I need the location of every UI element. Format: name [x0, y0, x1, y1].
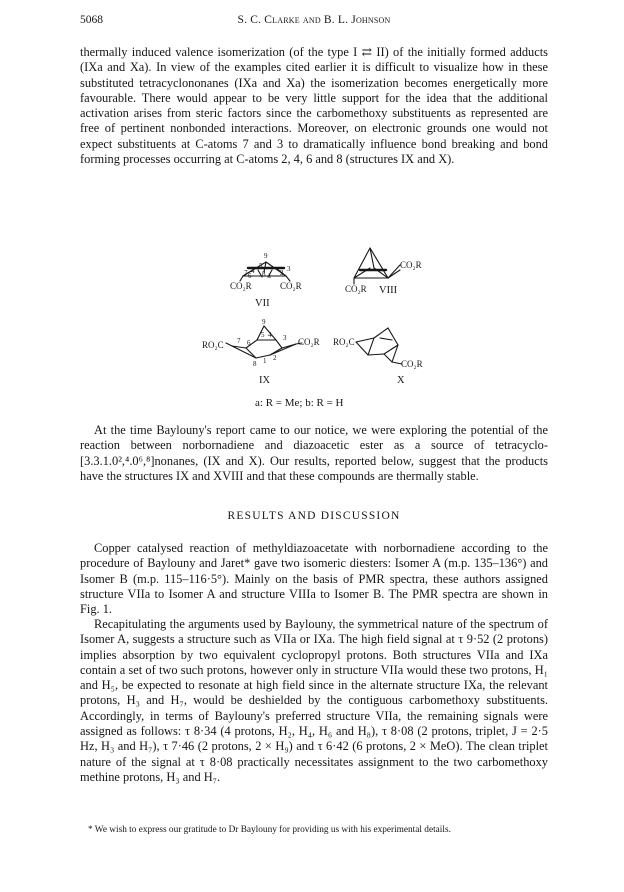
label-x: X: [397, 375, 405, 386]
label-viii: VIII: [379, 285, 398, 296]
structure-ix: [202, 318, 320, 386]
structure-vii: [230, 252, 302, 309]
ix-ester-left: RO₂C: [202, 340, 224, 350]
label-vii: VII: [255, 298, 270, 309]
structure-viii: [345, 248, 422, 296]
ix-ester-right: CO₂R: [298, 337, 320, 347]
ix-atom-2: 2: [273, 354, 277, 362]
structure-legend: a: R = Me; b: R = H: [255, 397, 344, 409]
paragraph-results: Copper catalysed reaction of methyldiazoacetate with norbornadiene according to the procedure of Baylouny and Jaret* gave two isomeric diesters: Isomer A (m.p. 135–136°) and Isomer B (m.p. 115–116·5°). Mainly on the basis of PMR spectra, these authors assigned structure VIIa to Isomer A and structure VIIIa to Isomer B. The PMR spectra are shown in Fig. 1.: [80, 541, 548, 617]
structure-x: [333, 328, 423, 386]
vii-atom-7: 7: [244, 269, 248, 277]
paragraph-intro: thermally induced valence isomerization (of the type I ⇄ II) of the initially formed adducts (IXa and Xa). In view of the examples cited earlier it is difficult to visualize how in these substituted tetracyclononanes (IXa and Xa) the isomerization becomes energetically more favourable. There would appear to be very little support for the idea that the additional activation arises from steric factors since the carbomethoxy substituents as represented are free of pertinent nonbonded interactions. Moreover, on electronic grounds one would not expect substituents at C-atoms 7 and 3 to dramatically influence bond breaking and bond forming processes occurring at C-atoms 2, 4, 6 and 8 (structures IX and X).: [80, 45, 548, 167]
vii-atom-5: 5: [259, 262, 263, 270]
ix-atom-4: 4: [268, 331, 272, 339]
x-ester-right: CO₂R: [401, 359, 423, 369]
ix-atom-6: 6: [247, 339, 251, 347]
running-authors: S. C. Clarke and B. L. Johnson: [237, 14, 391, 26]
footnote: * We wish to express our gratitude to Dr Baylouny for providing us with his experimental details.: [88, 825, 451, 835]
section-heading: RESULTS AND DISCUSSION: [227, 510, 401, 522]
ix-atom-8: 8: [253, 360, 257, 368]
viii-ester-right: CO₂R: [400, 260, 422, 270]
paragraph-analysis: Recapitulating the arguments used by Baylouny, the symmetrical nature of the spectrum of Isomer A, suggests a structure such as VIIa or IXa. The high field signal at τ 9·52 (2 protons) implies absorption by two equivalent cyclopropyl protons. Both structures VIIa and IXa contain a set of two such protons, however only in structure VIIa would these two protons, H₁ and H₅, be expected to resonate at high field since in the alternate structure IXa, the relevant protons, H₃ and H₇, would be deshielded by the contiguous carbomethoxy substituents. Accordingly, in terms of Baylouny's preferred structure VIIa, the remaining signals were assigned as follows: τ 8·34 (4 protons, H₂, H₄, H₆ and H₈), τ 8·08 (2 protons, triplet, J = 2·5 Hz, H₃ and H₇), τ 7·46 (2 protons, 2 × H₉) and τ 6·42 (6 protons, 2 × MeO). The clean triplet nature of the signal at τ 8·08 practically necessitates assignment to the two carbomethoxy methine protons, H₃ and H₇.: [80, 617, 548, 784]
vii-atom-6: 6: [248, 272, 252, 280]
vii-ester-left: CO₂R: [230, 281, 252, 291]
vii-atom-3: 3: [287, 265, 291, 273]
vii-atom-9: 9: [264, 252, 268, 260]
ix-atom-3: 3: [283, 334, 287, 342]
vii-ester-right: CO₂R: [280, 281, 302, 291]
ix-atom-5: 5: [261, 331, 265, 339]
viii-ester-left: CO₂R: [345, 284, 367, 294]
x-ester-left: RO₂C: [333, 337, 355, 347]
ix-atom-9: 9: [262, 318, 266, 326]
vii-atom-4: 4: [251, 267, 255, 275]
vii-atom-8: 8: [262, 270, 266, 278]
ix-atom-7: 7: [237, 337, 241, 345]
label-ix: IX: [259, 375, 271, 386]
vii-atom-2: 2: [280, 269, 284, 277]
page-number: 5068: [80, 14, 103, 26]
ix-atom-1: 1: [263, 357, 267, 365]
paragraph-background: At the time Baylouny's report came to our notice, we were exploring the potential of the reaction between norbornadiene and diazoacetic ester as a source of tetracyclo-[3.3.1.0²,⁴.0⁶,⁸]nonanes, (IX and X). Our results, reported below, suggest that the products have the structures IX and XVIII and that these compounds are thermally stable.: [80, 423, 548, 483]
vii-atom-1: 1: [268, 272, 272, 280]
